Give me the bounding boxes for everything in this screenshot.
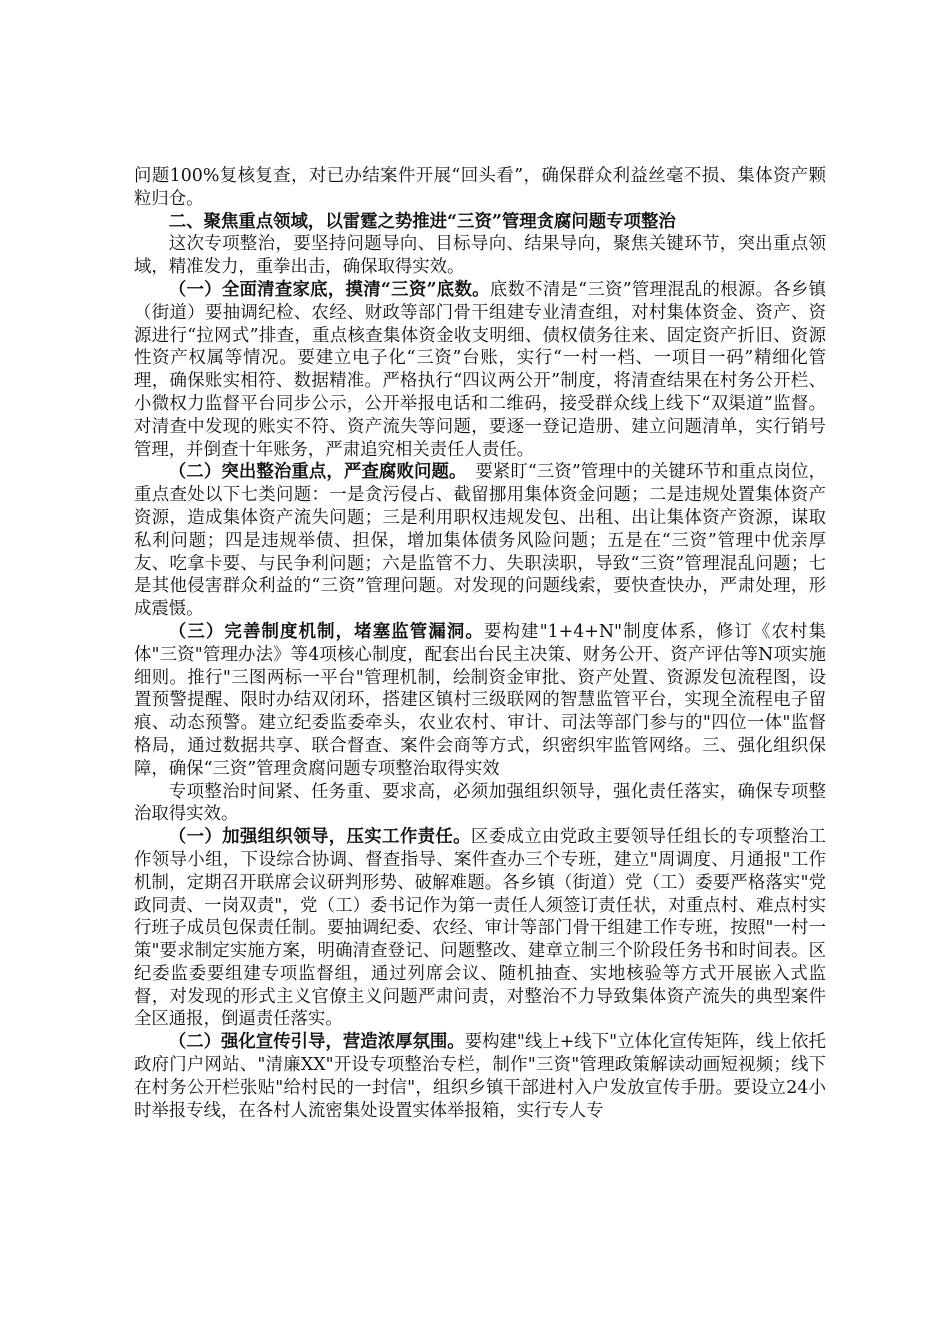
paragraph-text: 这次专项整治，要坚持问题导向、目标导向、结果导向，聚焦关键环节，突出重点领域，精准发力，重拳出击，确保取得实效。 xyxy=(134,234,826,278)
section-heading-2: 二、聚焦重点领域，以雷霆之势推进“三资”管理贪腐问题专项整治 xyxy=(168,211,676,232)
paragraph-subsection-1 xyxy=(134,279,826,461)
paragraph-section-3-intro xyxy=(134,781,826,827)
paragraph-subsection-3-2 xyxy=(134,1031,826,1122)
paragraph-text: 要构建"1+4+N"制度体系，修订《农村集体"三资"管理办法》等4项核心制度，配套出台民主决策、财务公开、资产评估等N项实施细则。推行"三图两标一平台"管理机制，绘制资金审批、资产处置、资源发包流程图，设置预警提醒、限时办结双闭环，搭建区镇村三级联网的智慧监管平台，实现全流程电子留痕、动态预警。建立纪委监委牵头，农业农村、审计、司法等部门参与的"四位一体"监督格局，通过数据共享、联合督查、案件会商等方式，织密织牢监管网络。三、强化组织保障，确保“三资”管理贪腐问题专项整治取得实效 xyxy=(134,621,826,779)
paragraph-text: 要构建"线上+线下"立体化宣传矩阵，线上依托政府门户网站、"清廉XX"开设专项整治专栏，制作"三资"管理政策解读动画短视频；线下在村务公开栏张贴"给村民的一封信"，组织乡镇干部进村入户发放宣传手册。要设立24小时举报专线，在各村人流密集处设置实体举报箱，实行专人专 xyxy=(134,1032,826,1121)
paragraph-text: 问题100%复核复查，对已办结案件开展“回头看”，确保群众利益丝毫不损、集体资产颗粒归仓。 xyxy=(134,166,826,209)
subsection-lead: （一）加强组织领导，压实工作责任。 xyxy=(168,827,471,848)
paragraph-continuation xyxy=(134,165,826,211)
paragraph-subsection-2 xyxy=(134,461,826,621)
paragraph-subsection-3 xyxy=(134,621,826,781)
subsection-lead: （一）全面清查家底，摸清“三资”底数。 xyxy=(168,279,490,300)
subsection-lead: （二）强化宣传引导，营造浓厚氛围。 xyxy=(168,1032,465,1053)
paragraph-intro xyxy=(134,233,826,279)
document-page xyxy=(134,165,826,1122)
paragraph-text: 区委成立由党政主要领导任组长的专项整治工作领导小组，下设综合协调、督查指导、案件查办三个专班，建立"周调度、月通报"工作机制，定期召开联席会议研判形势、破解难题。各乡镇（街道）党（工）委要严格落实"党政同责、一岗双责"，党（工）委书记作为第一责任人须签订责任状，对重点村、难点村实行班子成员包保责任制。要抽调纪委、农经、审计等部门骨干组建工作专班，按照"一村一策"要求制定实施方案，明确清查登记、问题整改、建章立制三个阶段任务书和时间表。区纪委监委要组建专项监督组，通过列席会议、随机抽查、实地核验等方式开展嵌入式监督，对发现的形式主义官僚主义问题严肃问责，对整治不力导致集体资产流失的典型案件全区通报，倒逼责任落实。 xyxy=(134,827,826,1030)
subsection-lead: （二）突出整治重点，严查腐败问题。 xyxy=(168,462,458,483)
paragraph-text: 要紧盯“三资”管理中的关键环节和重点岗位，重点查处以下七类问题：一是贪污侵占、截留挪用集体资金问题；二是违规处置集体资产资源，造成集体资产流失问题；三是利用职权违规发包、出租、出让集体资产资源，谋取私利问题；四是违规举债、担保，增加集体债务风险问题；五是在“三资”管理中优亲厚友、吃拿卡要、与民争利问题；六是监管不力、失职渎职，导致“三资”管理混乱问题；七是其他侵害群众利益的“三资”管理问题。对发现的问题线索，要快查快办，严肃处理，形成震慑。 xyxy=(134,462,826,620)
paragraph-subsection-3-1 xyxy=(134,826,826,1031)
subsection-lead: （三）完善制度机制，堵塞监管漏洞。 xyxy=(168,621,484,642)
paragraph-text: 专项整治时间紧、任务重、要求高，必须加强组织领导，强化责任落实，确保专项整治取得实效。 xyxy=(134,781,826,825)
paragraph-text: 底数不清是“三资”管理混乱的根源。各乡镇（街道）要抽调纪检、农经、财政等部门骨干组建专业清查组，对村集体资金、资产、资源进行“拉网式”排查，重点核查集体资金收支明细、债权债务往来、固定资产折旧、资源性资产权属等情况。要建立电子化“三资”台账，实行“一村一档、一项目一码”精细化管理，确保账实相符、数据精准。严格执行“四议两公开”制度，将清查结果在村务公开栏、小微权力监督平台同步公示，公开举报电话和二维码，接受群众线上线下“双渠道”监督。对清查中发现的账实不符、资产流失等问题，要逐一登记造册、建立问题清单，实行销号管理，并倒查十年账务，严肃追究相关责任人责任。 xyxy=(134,279,826,460)
